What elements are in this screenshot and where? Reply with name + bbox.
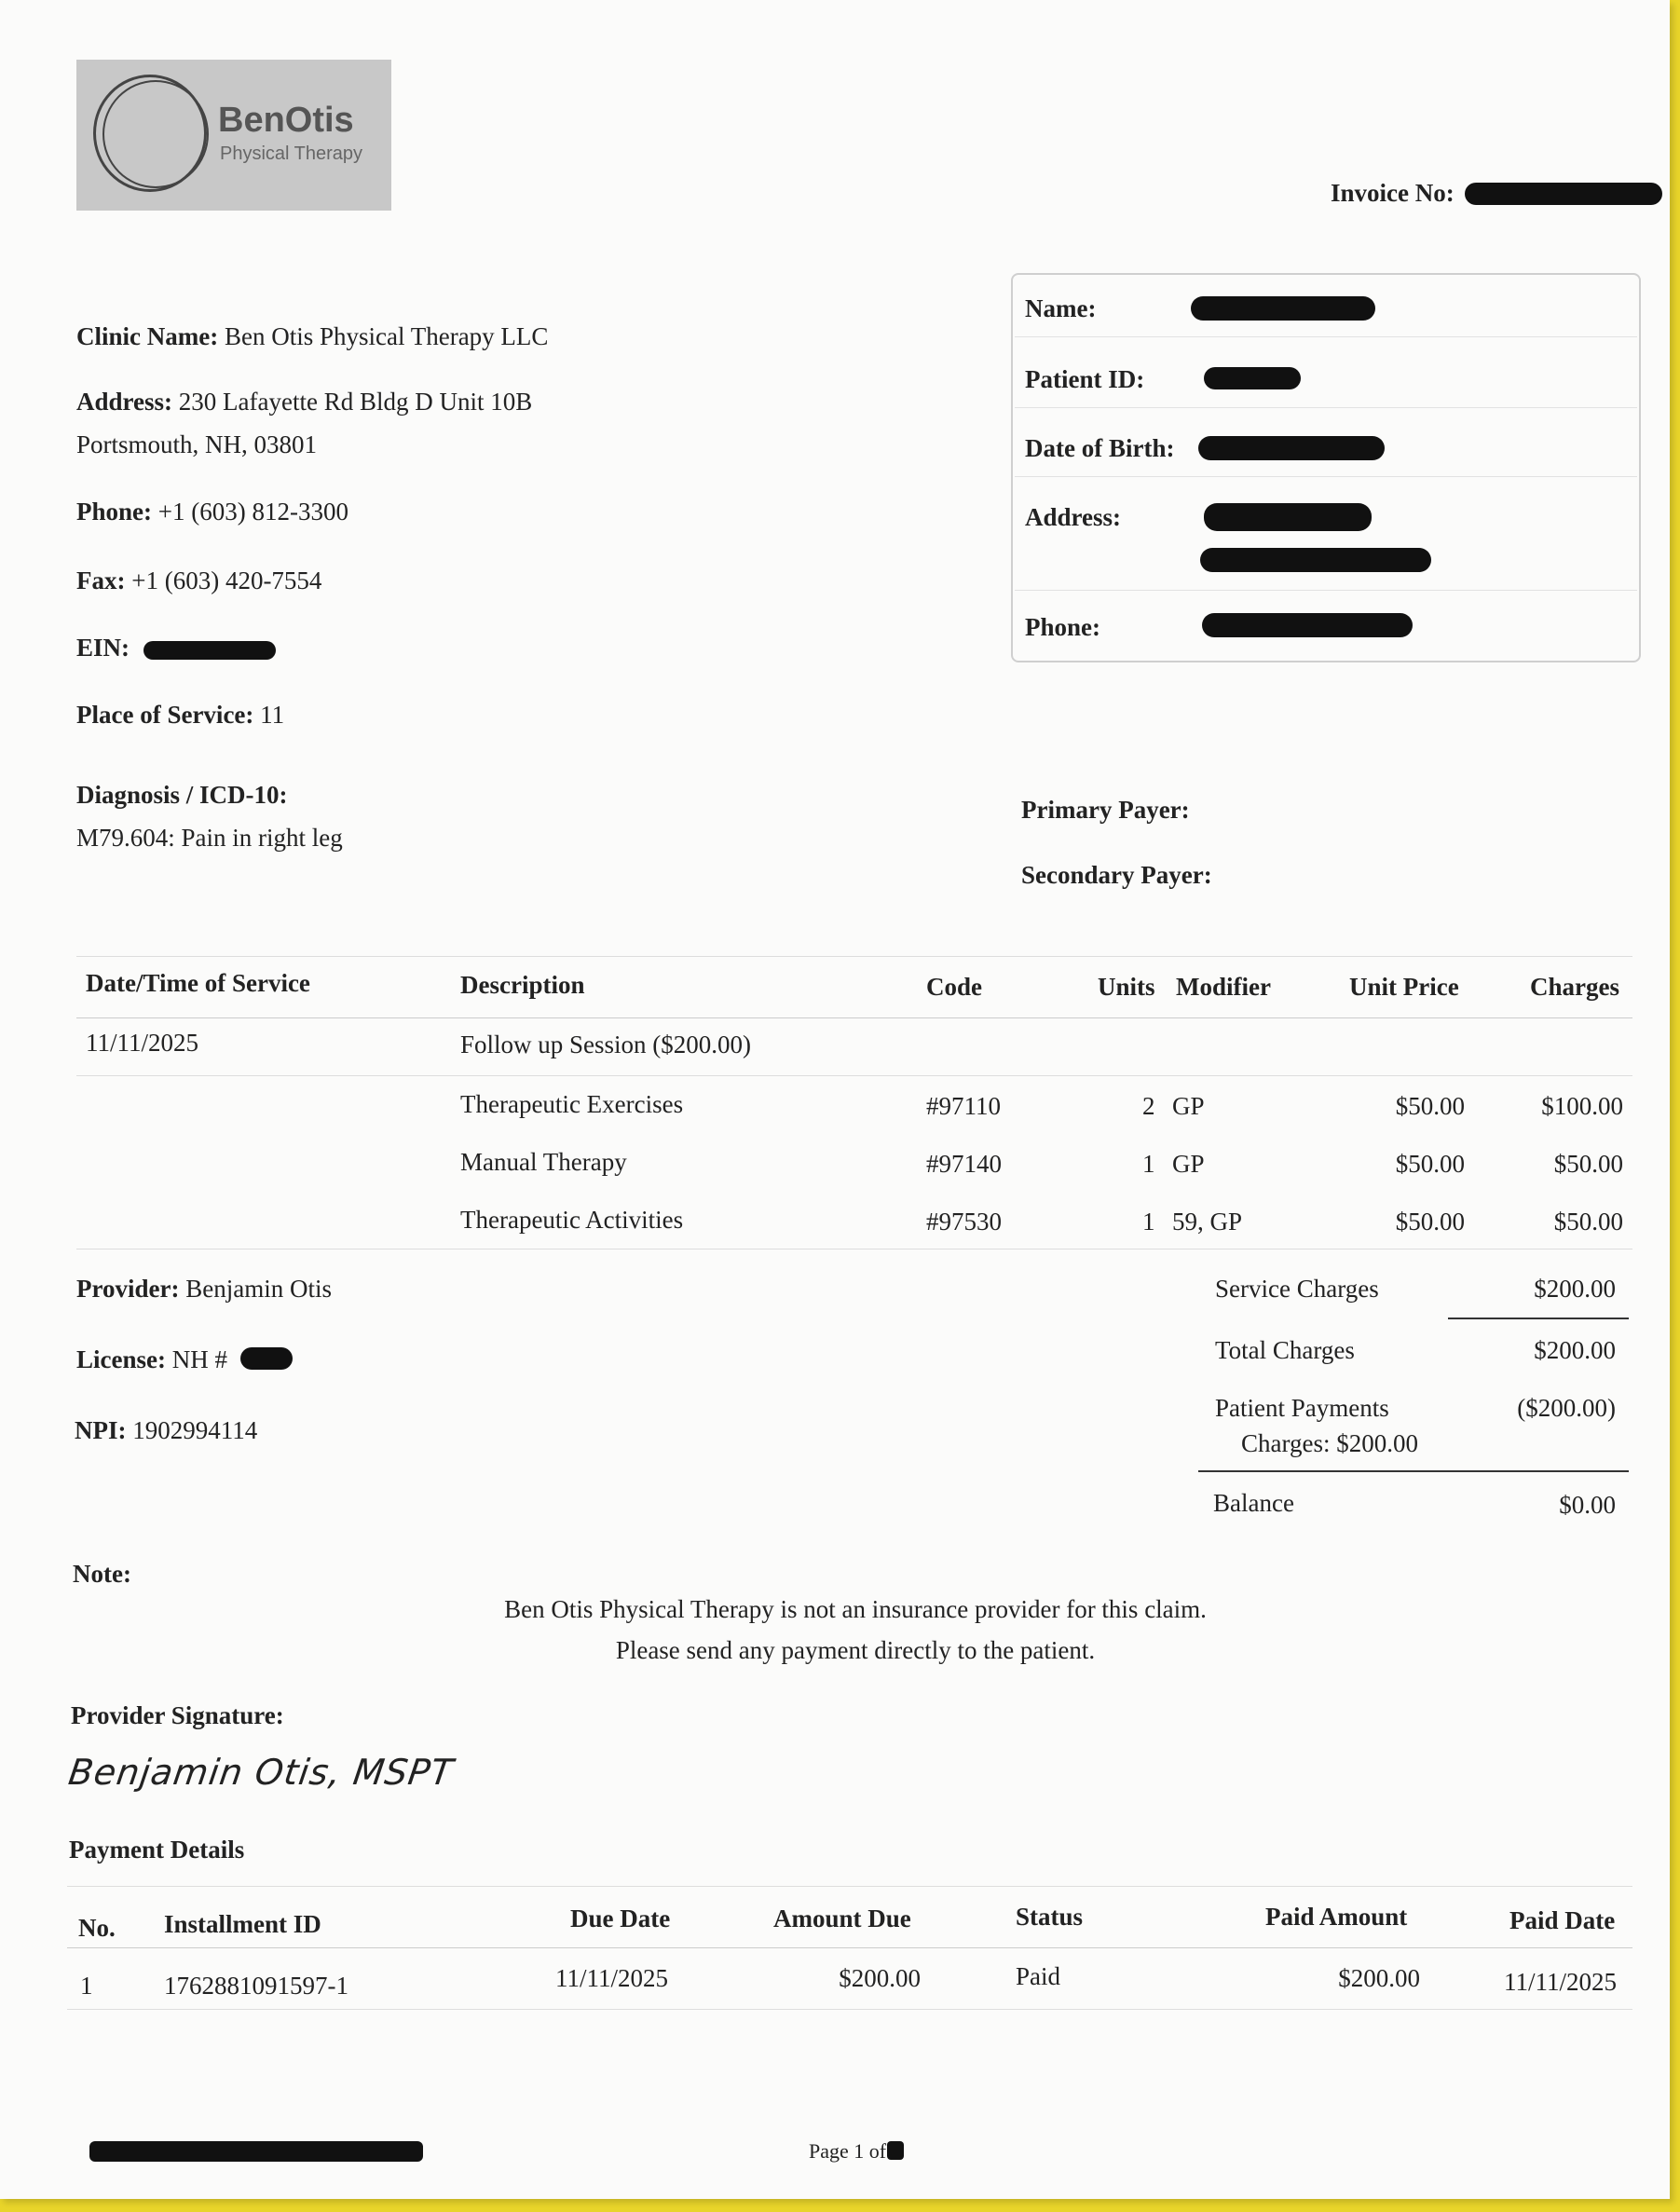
total-charges-label: Total Charges: [1215, 1336, 1355, 1364]
clinic-address-line2: Portsmouth, NH, 03801: [76, 430, 318, 458]
pay-installment-id: 1762881091597-1: [164, 1972, 348, 2000]
clinic-address-line1: 230 Lafayette Rd Bldg D Unit 10B: [178, 388, 533, 416]
patient-payments-value: ($200.00): [1517, 1394, 1616, 1422]
pay-due-date: 11/11/2025: [555, 1964, 668, 1992]
logo-subtitle: Physical Therapy: [220, 143, 363, 164]
patient-box-divider: [1015, 590, 1637, 591]
service-code: #97140: [926, 1150, 1002, 1178]
patient-dob-redacted: [1198, 436, 1385, 460]
col-header-code: Code: [926, 973, 982, 1001]
patient-id-redacted: [1204, 367, 1301, 389]
pay-header-amount-due: Amount Due: [773, 1905, 911, 1932]
npi-label: NPI:: [75, 1416, 127, 1444]
clinic-fax: +1 (603) 420-7554: [131, 567, 322, 594]
license-row: [76, 1345, 227, 1374]
page-number: Page 1 of: [809, 2139, 887, 2163]
logo-brand: BenOtis: [218, 101, 354, 140]
services-table-top-rule: [76, 956, 1632, 957]
patient-box-divider: [1015, 476, 1637, 477]
service-description: Therapeutic Exercises: [460, 1090, 684, 1118]
payment-table-top-rule: [67, 1886, 1632, 1887]
clinic-fax-label: Fax:: [76, 567, 126, 594]
service-units: 1: [1142, 1150, 1155, 1178]
balance-label: Balance: [1213, 1489, 1294, 1517]
total-charges-value: $200.00: [1534, 1336, 1616, 1364]
patient-name-redacted: [1191, 296, 1375, 321]
clinic-logo: [76, 60, 391, 211]
provider-name: Benjamin Otis: [185, 1275, 332, 1303]
pay-header-due-date: Due Date: [570, 1905, 671, 1932]
service-code: #97530: [926, 1208, 1002, 1236]
clinic-phone: +1 (603) 812-3300: [157, 498, 348, 526]
clinic-address-label: Address:: [76, 388, 173, 416]
service-charges-label: Service Charges: [1215, 1275, 1379, 1303]
patient-box-divider: [1015, 407, 1637, 408]
note-label: Note:: [73, 1560, 131, 1588]
payment-table-bottom-rule: [67, 2009, 1632, 2010]
session-description: Follow up Session ($200.00): [460, 1031, 752, 1058]
pay-header-status: Status: [1016, 1903, 1084, 1931]
pay-amount-due: $200.00: [839, 1964, 921, 1992]
service-charges-value: $200.00: [1534, 1275, 1616, 1303]
secondary-payer-label: Secondary Payer:: [1021, 861, 1212, 889]
patient-address-redacted-line2: [1200, 548, 1431, 572]
place-of-service-row: [76, 701, 284, 730]
provider-label: Provider:: [76, 1275, 180, 1303]
service-unit-price: $50.00: [1395, 1092, 1465, 1120]
summary-rule: [1448, 1318, 1629, 1319]
footer-redacted: [89, 2141, 423, 2162]
col-header-charges: Charges: [1530, 973, 1619, 1001]
clinic-name-label: Clinic Name:: [76, 322, 219, 350]
service-description: Manual Therapy: [460, 1148, 627, 1176]
page-total-redacted: [887, 2141, 904, 2160]
provider-signature: Benjamin Otis, MSPT: [65, 1752, 457, 1793]
services-header-rule: [76, 1017, 1632, 1018]
clinic-name-row: [76, 322, 548, 351]
session-row-rule: [76, 1075, 1632, 1076]
place-of-service: 11: [260, 701, 285, 729]
diagnosis-label: Diagnosis / ICD-10:: [76, 781, 288, 809]
ein-redacted: [143, 641, 276, 660]
clinic-name: Ben Otis Physical Therapy LLC: [224, 322, 549, 350]
note-line2: Please send any payment directly to the patient.: [615, 1636, 1096, 1664]
clinic-ein-label: EIN:: [76, 634, 130, 662]
service-unit-price: $50.00: [1395, 1208, 1465, 1236]
pay-no: 1: [80, 1972, 93, 2000]
clinic-phone-row: [76, 498, 348, 526]
service-charges: $50.00: [1553, 1150, 1623, 1178]
pay-status: Paid: [1016, 1962, 1061, 1990]
clinic-fax-row: [76, 567, 321, 595]
place-of-service-label: Place of Service:: [76, 701, 254, 729]
diagnosis-value: M79.604: Pain in right leg: [76, 824, 343, 852]
patient-phone-redacted: [1202, 613, 1413, 637]
pay-header-paid-date: Paid Date: [1509, 1906, 1616, 1934]
note-line1: Ben Otis Physical Therapy is not an insurance provider for this claim.: [504, 1595, 1207, 1623]
col-header-modifier: Modifier: [1176, 973, 1271, 1001]
license-value: NH #: [171, 1345, 227, 1373]
service-date: 11/11/2025: [86, 1029, 198, 1057]
patient-address-redacted: [1204, 503, 1372, 531]
col-header-units: Units: [1098, 973, 1155, 1001]
patient-dob-label: Date of Birth:: [1025, 434, 1175, 462]
license-label: License:: [76, 1345, 166, 1373]
service-unit-price: $50.00: [1395, 1150, 1465, 1178]
license-redacted: [240, 1347, 293, 1370]
payment-details-title: Payment Details: [69, 1836, 245, 1864]
invoice-number-redacted: [1465, 183, 1662, 205]
service-code: #97110: [926, 1092, 1001, 1120]
pay-header-paid-amount: Paid Amount: [1265, 1903, 1408, 1931]
patient-payments-charges: Charges: $200.00: [1241, 1429, 1418, 1457]
service-charges: $100.00: [1541, 1092, 1623, 1120]
patient-phone-label: Phone:: [1025, 613, 1100, 641]
clinic-phone-label: Phone:: [76, 498, 152, 526]
patient-box-divider: [1015, 336, 1637, 337]
patient-name-label: Name:: [1025, 294, 1097, 322]
balance-value: $0.00: [1559, 1491, 1616, 1519]
primary-payer-label: Primary Payer:: [1021, 796, 1190, 824]
provider-row: [76, 1275, 332, 1304]
col-header-description: Description: [460, 971, 585, 999]
service-description: Therapeutic Activities: [460, 1206, 684, 1234]
service-modifier: 59, GP: [1172, 1208, 1243, 1236]
npi-value: 1902994114: [132, 1416, 258, 1444]
pay-header-installment: Installment ID: [164, 1910, 321, 1938]
patient-id-label: Patient ID:: [1025, 365, 1145, 393]
patient-address-label: Address:: [1025, 503, 1122, 531]
col-header-date: Date/Time of Service: [86, 969, 310, 997]
patient-info-box: [1011, 273, 1641, 662]
service-units: 1: [1142, 1208, 1155, 1236]
clinic-address-row: [76, 388, 532, 416]
col-header-unit-price: Unit Price: [1349, 973, 1459, 1001]
service-modifier: GP: [1172, 1150, 1205, 1178]
service-modifier: GP: [1172, 1092, 1205, 1120]
pay-paid-amount: $200.00: [1338, 1964, 1420, 1992]
service-charges: $50.00: [1553, 1208, 1623, 1236]
pay-header-no: No.: [78, 1914, 116, 1942]
invoice-number-label: Invoice No:: [1331, 179, 1455, 207]
logo-ring-inner: [102, 80, 209, 188]
npi-row: [75, 1416, 257, 1445]
pay-paid-date: 11/11/2025: [1504, 1968, 1617, 1996]
service-units: 2: [1142, 1092, 1155, 1120]
patient-payments-label: Patient Payments: [1215, 1394, 1389, 1422]
signature-label: Provider Signature:: [71, 1701, 284, 1729]
payment-header-rule: [67, 1947, 1632, 1948]
balance-rule: [1198, 1470, 1629, 1472]
